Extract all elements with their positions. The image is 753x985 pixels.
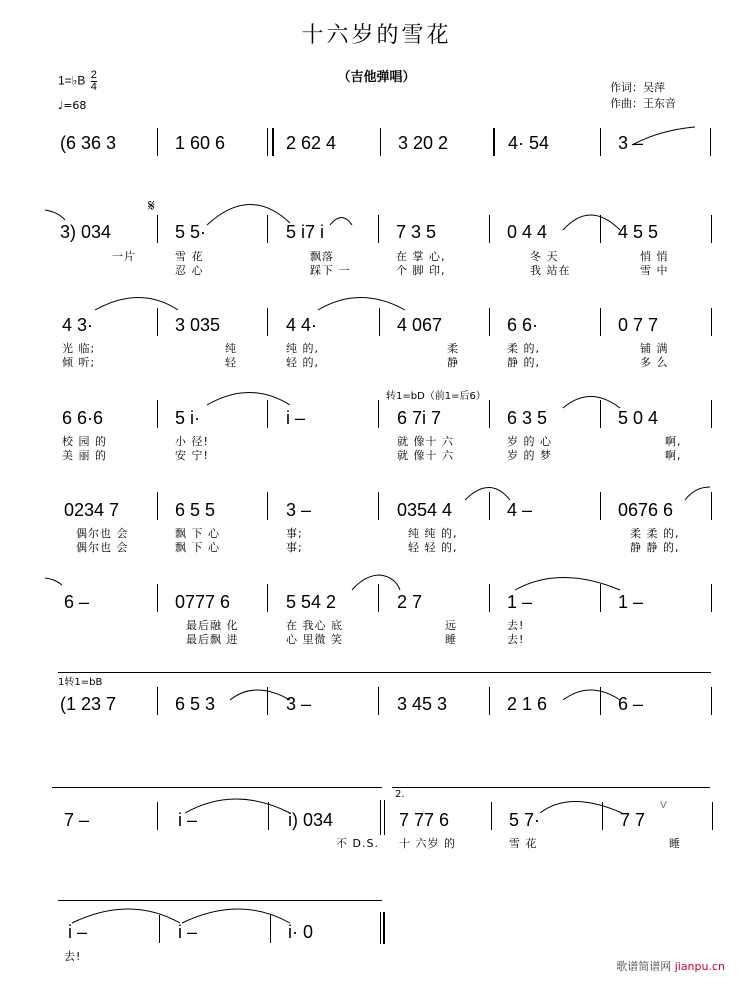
repeat-end-barline bbox=[490, 128, 495, 156]
barline bbox=[378, 584, 379, 612]
barline bbox=[600, 687, 601, 715]
measure: 4 – bbox=[507, 500, 533, 520]
barline bbox=[267, 492, 268, 520]
lyric: 飘 下 心 bbox=[175, 541, 220, 554]
time-bottom: 4 bbox=[90, 81, 97, 93]
measure: i) 034 bbox=[288, 810, 334, 830]
measure: 3 035 bbox=[175, 315, 221, 335]
measure: 4 5 5 bbox=[618, 222, 659, 242]
tempo-marking: ♩=68 bbox=[58, 99, 87, 112]
barline bbox=[602, 802, 603, 830]
barline bbox=[711, 308, 712, 336]
barline bbox=[159, 915, 160, 943]
barline bbox=[378, 687, 379, 715]
barline bbox=[711, 584, 712, 612]
lyric: 雪 中 bbox=[640, 264, 669, 277]
modulation-marking: 1转1=bB bbox=[58, 677, 103, 688]
measure: 6 5 5 bbox=[175, 500, 216, 520]
lyric: 纯 的, bbox=[286, 342, 319, 355]
measure: 2 7 bbox=[397, 592, 423, 612]
measure: 2 1 6 bbox=[507, 694, 548, 714]
measure: 1 – bbox=[618, 592, 644, 612]
measure: 7 7 bbox=[620, 810, 646, 830]
lyric: 睡 bbox=[669, 837, 681, 850]
measure: (6 36 3 bbox=[60, 133, 117, 153]
lyric: 雪 花 bbox=[509, 837, 538, 850]
barline bbox=[378, 215, 379, 243]
measure: 5 7· bbox=[509, 810, 541, 830]
barline bbox=[157, 802, 158, 830]
measure: 3 – bbox=[286, 500, 312, 520]
lyric: 轻 轻 的, bbox=[408, 541, 458, 554]
ending-2-marking: 2. bbox=[395, 789, 405, 800]
barline bbox=[489, 400, 490, 428]
barline bbox=[157, 308, 158, 336]
lyric: 冬 天 bbox=[530, 250, 559, 263]
barline bbox=[600, 584, 601, 612]
breath-mark-icon: V bbox=[660, 800, 667, 811]
measure: i – bbox=[178, 922, 198, 942]
lyric: 事; bbox=[286, 541, 303, 554]
lyric: 柔 的, bbox=[507, 342, 540, 355]
barline bbox=[267, 308, 268, 336]
lyric: 岁 的 心 bbox=[507, 435, 552, 448]
lyric: 最后融 化 bbox=[186, 619, 239, 632]
barline bbox=[489, 215, 490, 243]
lyric: 雪 花 bbox=[175, 250, 204, 263]
lyric: 踩下 一 bbox=[310, 264, 351, 277]
key-signature bbox=[58, 70, 97, 93]
lyric: 悄 悄 bbox=[640, 250, 669, 263]
lyric: 去! bbox=[64, 950, 82, 963]
barline bbox=[711, 492, 712, 520]
measure: 0676 6 bbox=[618, 500, 674, 520]
watermark-url: jianpu.cn bbox=[674, 960, 725, 973]
measure: i· 0 bbox=[288, 922, 314, 942]
lyric: 啊, bbox=[665, 449, 682, 462]
barline bbox=[268, 802, 269, 830]
measure: 4 067 bbox=[397, 315, 443, 335]
lyric: 一片 bbox=[112, 250, 136, 263]
song-title: 十六岁的雪花 bbox=[301, 23, 452, 48]
lyric: 岁 的 梦 bbox=[507, 449, 552, 462]
barline bbox=[600, 128, 601, 156]
lyric: 轻 bbox=[225, 356, 237, 369]
subtitle: （吉他弹唱） bbox=[337, 70, 416, 85]
measure: 4 3· bbox=[62, 315, 94, 335]
measure: 6 3 5 bbox=[507, 408, 548, 428]
lyric: 在 我心 底 bbox=[286, 619, 343, 632]
measure: i – bbox=[178, 810, 198, 830]
lyric: 柔 bbox=[447, 342, 459, 355]
modulation-marking: 转1=bD（前1=后6） bbox=[386, 391, 486, 402]
barline bbox=[267, 215, 268, 243]
lyric: 美 丽 的 bbox=[62, 449, 107, 462]
measure: 1 – bbox=[507, 592, 533, 612]
measure: 7 77 6 bbox=[399, 810, 450, 830]
lyric: 柔 柔 的, bbox=[630, 527, 680, 540]
final-barline bbox=[380, 912, 385, 944]
lyric: 不 D.S. bbox=[336, 837, 379, 850]
barline bbox=[710, 128, 711, 156]
lyric: 去! bbox=[507, 619, 525, 632]
barline bbox=[267, 687, 268, 715]
lyric: 忍 心 bbox=[175, 264, 204, 277]
lyric: 光 临; bbox=[62, 342, 96, 355]
barline bbox=[157, 687, 158, 715]
lyric: 去! bbox=[507, 633, 525, 646]
measure: 6 7i 7 bbox=[397, 408, 442, 428]
measure: 0234 7 bbox=[64, 500, 120, 520]
lyric: 倾 听; bbox=[62, 356, 96, 369]
double-barline bbox=[380, 800, 385, 835]
barline bbox=[711, 400, 712, 428]
barline bbox=[380, 128, 381, 156]
lyric: 事; bbox=[286, 527, 303, 540]
barline bbox=[600, 400, 601, 428]
measure: 7 – bbox=[64, 810, 90, 830]
measure: 4 4· bbox=[286, 315, 318, 335]
lyric: 多 么 bbox=[640, 356, 669, 369]
lyric: 安 宁! bbox=[175, 449, 209, 462]
lyric: 偶尔也 会 bbox=[76, 527, 129, 540]
lyric: 小 径! bbox=[175, 435, 209, 448]
lyric: 轻 的, bbox=[286, 356, 319, 369]
measure: 4· 54 bbox=[508, 133, 550, 153]
measure: 2 62 4 bbox=[286, 133, 337, 153]
barline bbox=[378, 492, 379, 520]
barline bbox=[489, 687, 490, 715]
measure: 7 3 5 bbox=[396, 222, 437, 242]
lyric: 飘落 bbox=[310, 250, 334, 263]
measure: 3 20 2 bbox=[398, 133, 449, 153]
lyric: 我 站在 bbox=[530, 264, 571, 277]
lyric: 十 六岁 的 bbox=[399, 837, 456, 850]
measure: 5 i7 i bbox=[286, 222, 325, 242]
barline bbox=[379, 308, 380, 336]
segno-icon: 𝄋 bbox=[148, 196, 155, 215]
measure: 6 5 3 bbox=[175, 694, 216, 714]
measure: 3 – bbox=[286, 694, 312, 714]
measure: 0 4 4 bbox=[507, 222, 548, 242]
lyric: 静 静 的, bbox=[630, 541, 680, 554]
lyric: 心 里微 笑 bbox=[286, 633, 343, 646]
measure: i – bbox=[68, 922, 88, 942]
barline bbox=[600, 492, 601, 520]
measure: 5 5· bbox=[175, 222, 207, 242]
lyric: 啊, bbox=[665, 435, 682, 448]
barline bbox=[270, 915, 271, 943]
barline bbox=[157, 128, 158, 156]
lyric: 在 掌 心, bbox=[396, 250, 446, 263]
watermark-cn: 歌谱简谱网 bbox=[616, 960, 672, 973]
barline bbox=[157, 492, 158, 520]
measure: 5 54 2 bbox=[286, 592, 337, 612]
lyric: 个 脚 印, bbox=[396, 264, 446, 277]
barline bbox=[267, 400, 268, 428]
lyric: 睡 bbox=[445, 633, 457, 646]
lyric: 偶尔也 会 bbox=[76, 541, 129, 554]
measure: 3 – bbox=[618, 133, 644, 153]
slur-icon bbox=[0, 895, 400, 935]
barline bbox=[489, 492, 490, 520]
measure: 6 – bbox=[64, 592, 90, 612]
lyric: 静 的, bbox=[507, 356, 540, 369]
lyric: 远 bbox=[445, 619, 457, 632]
measure: 6 – bbox=[618, 694, 644, 714]
lyric: 静 bbox=[447, 356, 459, 369]
barline bbox=[157, 400, 158, 428]
measure: 5 i· bbox=[175, 408, 201, 428]
composer-credit: 作曲：王东音 bbox=[610, 97, 676, 110]
barline bbox=[711, 687, 712, 715]
barline bbox=[267, 584, 268, 612]
lyric: 校 园 的 bbox=[62, 435, 107, 448]
barline bbox=[711, 215, 712, 243]
watermark bbox=[616, 958, 725, 974]
measure: 5 0 4 bbox=[618, 408, 659, 428]
measure: (1 23 7 bbox=[60, 694, 117, 714]
lyric: 最后飘 进 bbox=[186, 633, 239, 646]
lyric: 纯 bbox=[225, 342, 237, 355]
barline bbox=[600, 308, 601, 336]
measure: 0777 6 bbox=[175, 592, 231, 612]
barline bbox=[157, 584, 158, 612]
lyric: 飘 下 心 bbox=[175, 527, 220, 540]
time-top: 2 bbox=[90, 69, 97, 81]
repeat-start-barline bbox=[267, 128, 274, 156]
barline bbox=[600, 215, 601, 243]
barline bbox=[712, 802, 713, 830]
lyric: 铺 满 bbox=[640, 342, 669, 355]
measure: i – bbox=[286, 408, 306, 428]
lyric: 纯 纯 的, bbox=[408, 527, 458, 540]
lyric: 就 像十 六 bbox=[397, 435, 454, 448]
measure: 1 60 6 bbox=[175, 133, 226, 153]
key-text: 1=♭B bbox=[58, 73, 86, 88]
barline bbox=[489, 584, 490, 612]
measure: 6 6·6 bbox=[62, 408, 104, 428]
barline bbox=[489, 308, 490, 336]
lyric: 就 像十 六 bbox=[397, 449, 454, 462]
measure: 6 6· bbox=[507, 315, 539, 335]
barline bbox=[378, 400, 379, 428]
measure: 3 45 3 bbox=[397, 694, 448, 714]
lyricist-credit: 作词：吴萍 bbox=[610, 81, 665, 94]
barline bbox=[157, 215, 158, 243]
measure: 3) 034 bbox=[60, 222, 112, 242]
measure: 0354 4 bbox=[397, 500, 453, 520]
barline bbox=[491, 802, 492, 830]
measure: 0 7 7 bbox=[618, 315, 659, 335]
